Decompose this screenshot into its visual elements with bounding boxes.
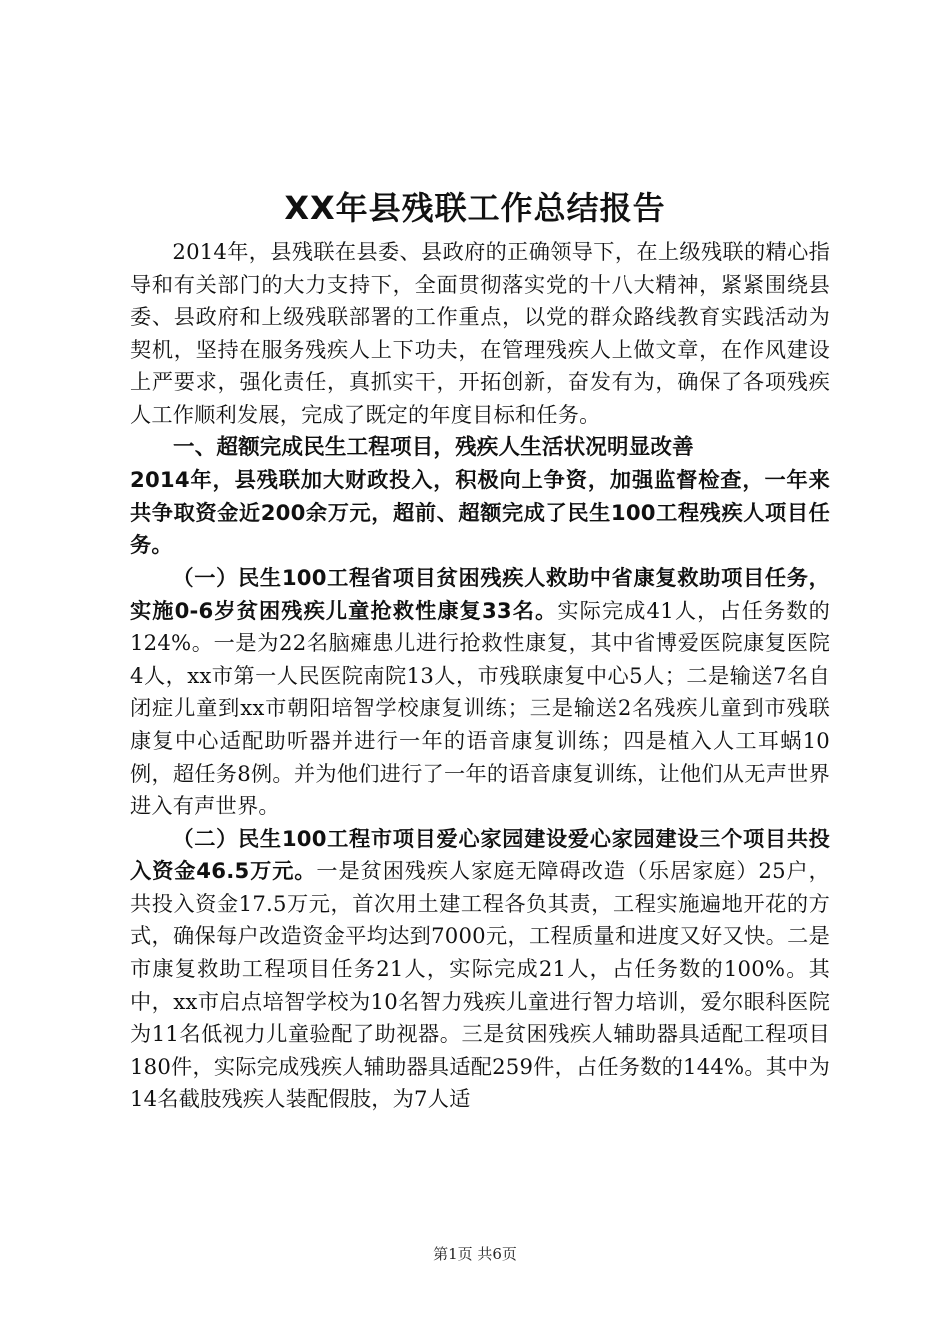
item-1-text: 实际完成41人，占任务数的124%。一是为22名脑瘫患儿进行抢救性康复，其中省博爱医院康复医院4人，xx市第一人民医院南院13人，市残联康复中心5人；二是输送7名自闭症儿童到xx市朝阳培智学校康复训练；三是输送2名残疾儿童到市残联康复中心适配助听器并进行一年的语音康复训练；四是植入人工耳蜗10例，超任务8例。并为他们进行了一年的语音康复训练，让他们从无声世界进入有声世界。 — [130, 597, 830, 819]
item-2-bold-lead: （二）民生100工程市项目爱心家园建设爱心家园建设三个项目共投入资金46.5万元。 — [130, 825, 830, 884]
page-footer: 第1页 共6页 — [433, 1245, 517, 1263]
item-1-paragraph — [130, 562, 830, 823]
section-1-heading: 一、超额完成民生工程项目，残疾人生活状况明显改善 — [173, 434, 694, 460]
item-1-bold-lead: （一）民生100工程省项目贫困残疾人救助中省康复救助项目任务，实施0-6岁贫困残疾儿童抢救性康复33名。 — [130, 564, 830, 623]
document-title: XX年县残联工作总结报告 — [284, 189, 666, 227]
section-1-summary: 2014年，县残联加大财政投入，积极向上争资，加强监督检查，一年来共争取资金近200余万元，超前、超额完成了民生100工程残疾人项目任务。 — [130, 467, 830, 558]
document-body — [130, 236, 830, 1116]
item-2-paragraph — [130, 823, 830, 1116]
intro-paragraph: 2014年，县残联在县委、县政府的正确领导下，在上级残联的精心指导和有关部门的大力支持下，全面贯彻落实党的十八大精神，紧紧围绕县委、县政府和上级残联部署的工作重点，以党的群众路线教育实践活动为契机，坚持在服务残疾人上下功夫，在管理残疾人上做文章，在作风建设上严要求，强化责任，真抓实干，开拓创新，奋发有为，确保了各项残疾人工作顺利发展，完成了既定的年度目标和任务。 — [130, 239, 830, 427]
item-2-text: 一是贫困残疾人家庭无障碍改造（乐居家庭）25户，共投入资金17.5万元，首次用土建工程各负其责，工程实施遍地开花的方式，确保每户改造资金平均达到7000元，工程质量和进度又好又快。二是市康复救助工程项目任务21人，实际完成21人，占任务数的100%。其中，xx市启点培智学校为10名智力残疾儿童进行智力培训，爱尔眼科医院为11名低视力儿童验配了助视器。三是贫困残疾人辅助器具适配工程项目180件，实际完成残疾人辅助器具适配259件，占任务数的144%。其中为14名截肢残疾人装配假肢，为7人适 — [130, 858, 830, 1112]
